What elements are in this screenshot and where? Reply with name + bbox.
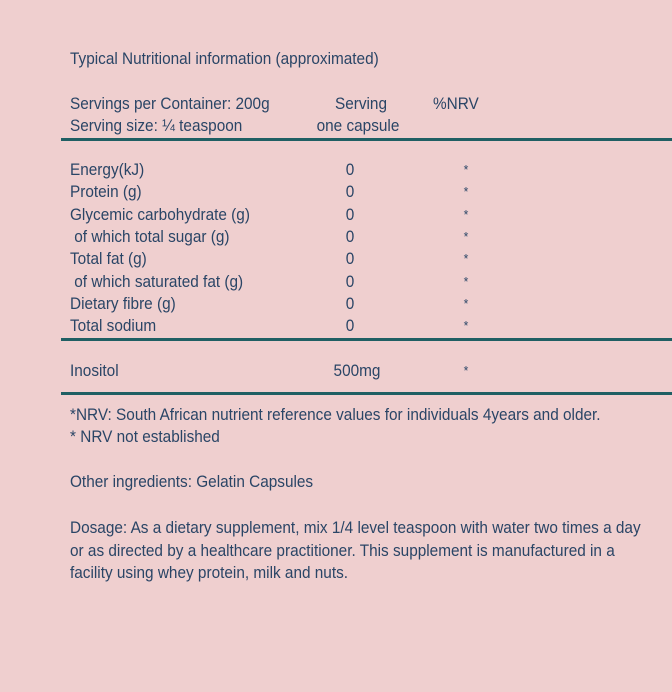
nrv-not-established-note: * NRV not established	[70, 428, 220, 446]
column-header-nrv: %NRV	[433, 95, 479, 113]
divider-bottom	[61, 392, 672, 395]
nutrient-row	[0, 294, 672, 316]
nutrient-value: 0	[345, 205, 355, 224]
nutrient-value: 0	[345, 227, 355, 246]
nutrient-label: Energy(kJ)	[70, 161, 145, 179]
nutrient-row	[0, 272, 672, 294]
nrv-footnote: *NRV: South African nutrient reference values for individuals 4years and older.	[70, 406, 601, 424]
column-header-serving: Serving	[334, 95, 388, 113]
nutrient-row	[0, 249, 672, 271]
nutrient-row	[0, 182, 672, 204]
nutrient-value: 0	[345, 272, 355, 291]
nutrient-nrv: *	[463, 162, 469, 177]
divider-middle	[61, 338, 672, 341]
nutrient-label: Total sodium	[70, 317, 157, 336]
serving-size: Serving size: ¼ teaspoon	[70, 117, 243, 135]
nutrient-value: 0	[345, 250, 355, 269]
nutrient-nrv: *	[463, 228, 469, 244]
active-ingredient-nrv: *	[463, 363, 469, 378]
nutrient-nrv: *	[463, 184, 469, 200]
nutrient-label: Dietary fibre (g)	[70, 294, 176, 313]
nutrient-value: 0	[345, 294, 355, 313]
nutrient-value: 0	[345, 183, 355, 202]
nutrient-nrv: *	[463, 273, 469, 289]
servings-per-container: Servings per Container: 200g	[70, 95, 270, 113]
other-ingredients: Other ingredients: Gelatin Capsules	[70, 473, 314, 491]
dosage-text: Dosage: As a dietary supplement, mix 1/4 level teaspoon with water two times a day or as directed by a healthcare practitioner. This supplement is manufactured in a facility using whey protein, milk and nuts.	[70, 519, 641, 582]
nutrient-row	[0, 227, 672, 249]
nutrient-row	[0, 316, 672, 338]
active-ingredient-row	[0, 361, 672, 383]
nutrient-label: of which total sugar (g)	[70, 227, 230, 246]
column-header-serving-sub: one capsule	[316, 117, 400, 135]
nutrient-value: 0	[345, 317, 355, 336]
nutrient-label: Total fat (g)	[70, 250, 147, 269]
nutrient-row	[0, 205, 672, 227]
nutrient-label: Glycemic carbohydrate (g)	[70, 205, 250, 224]
nutrient-value: 0	[345, 161, 355, 179]
nutrient-label: of which saturated fat (g)	[70, 272, 244, 291]
panel-title: Typical Nutritional information (approximated)	[70, 50, 379, 68]
nutrient-nrv: *	[463, 295, 469, 311]
nutrient-label: Protein (g)	[70, 183, 142, 202]
nutrient-nrv: *	[463, 251, 469, 267]
active-ingredient-value: 500mg	[333, 362, 381, 380]
active-ingredient-label: Inositol	[70, 362, 119, 380]
divider-top	[61, 138, 672, 141]
nutrient-nrv: *	[463, 206, 469, 222]
nutrient-row	[0, 160, 672, 182]
nutrient-nrv: *	[463, 318, 469, 334]
